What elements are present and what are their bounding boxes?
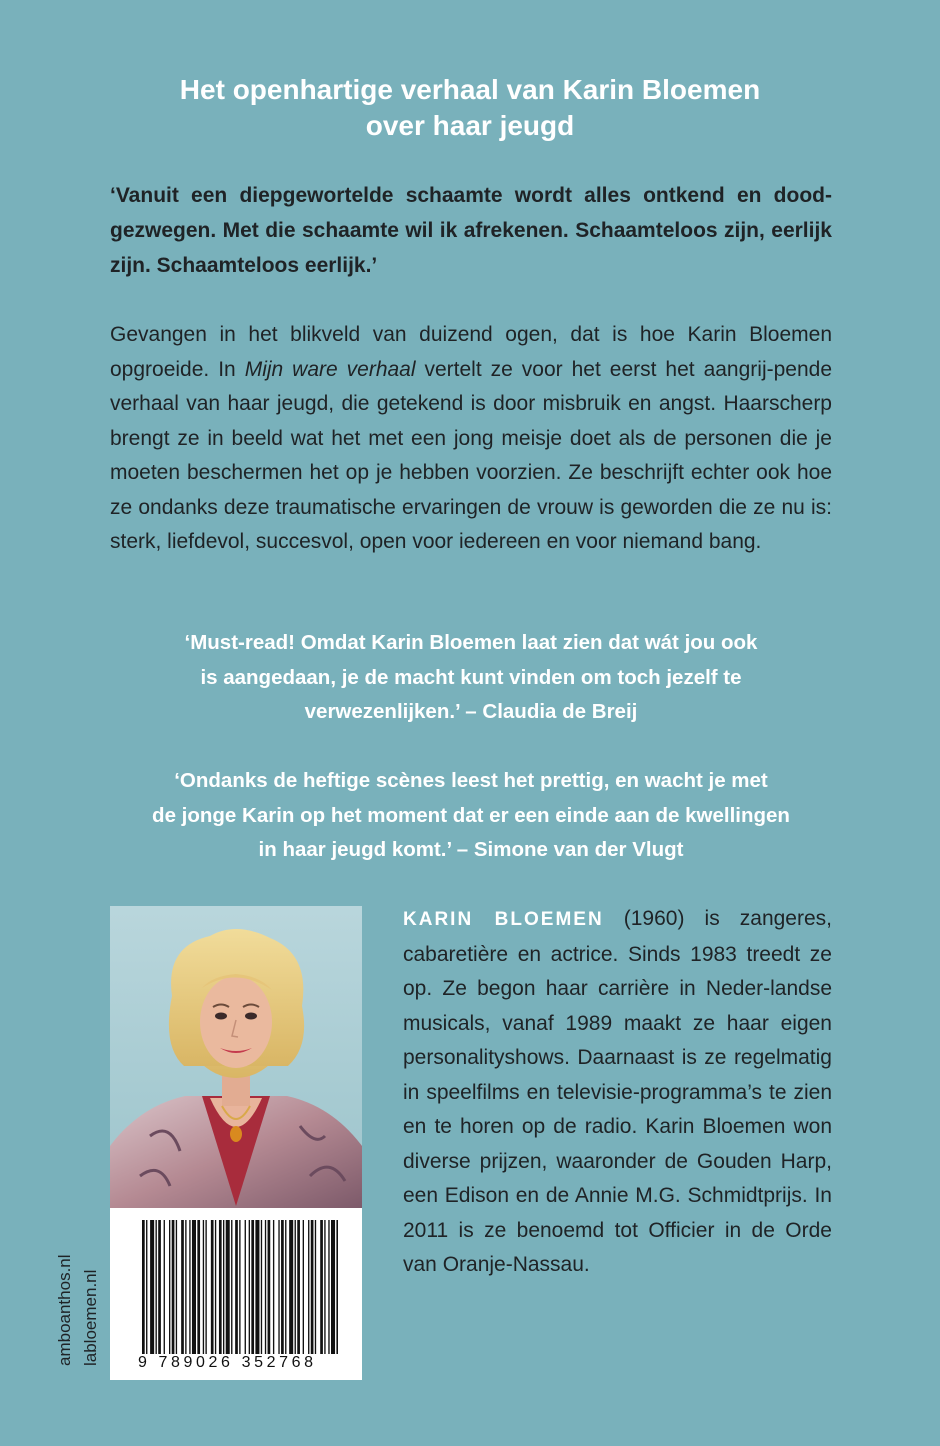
review-1-line-3: verwezenlijken.’ – Claudia de Breij [304, 700, 638, 723]
barcode-bar [185, 1220, 186, 1354]
barcode-bar [239, 1220, 240, 1354]
barcode-bar [176, 1220, 177, 1354]
author-bio-text: (1960) is zangeres, cabaretière en actrice. Sinds 1983 treedt ze op. Ze begon haar carrière in Neder-landse musicals, vanaf 1989 maakt ze haar eigen personalityshows. Daarnaast is ze regelmatig in speelfilms en televisie-programma’s te zien en te horen op de radio. Karin Bloemen won diverse prijzen, waaronder de Gouden Harp, een Edison en de Annie M.G. Schmidtprijs. In 2011 is ze benoemd tot Officier in de Orde van Oranje-Nassau. [403, 907, 832, 1276]
url-labloemen[interactable]: labloemen.nl [81, 1269, 100, 1366]
barcode-bar [303, 1220, 304, 1354]
barcode-bar [255, 1220, 259, 1354]
barcode-bar [172, 1220, 175, 1354]
review-quote-2 [110, 764, 832, 868]
cover-title-line-1: Het openhartige verhaal van Karin Bloemen [179, 74, 761, 105]
barcode-bar [251, 1220, 254, 1354]
barcode-bar [223, 1220, 224, 1354]
isbn-digits: 9 789026 352768 [138, 1354, 317, 1371]
barcode-bar [203, 1220, 204, 1354]
barcode-bar [150, 1220, 154, 1354]
barcode-bar [158, 1220, 161, 1354]
barcode-bar [328, 1220, 329, 1354]
author-name: KARIN BLOEMEN [403, 909, 604, 930]
barcode-bar [320, 1220, 323, 1354]
barcode-bar [336, 1220, 338, 1354]
review-1-line-2: is aangedaan, je de macht kunt vinden om toch jezelf te [200, 665, 742, 689]
barcode-bar [265, 1220, 266, 1354]
barcode-bar [146, 1220, 147, 1354]
barcode-bar [285, 1220, 286, 1354]
review-2-line-1: ‘Ondanks de heftige scènes leest het prettig, en wacht je met [174, 769, 768, 792]
review-2-line-3: in haar jeugd komt.’ – Simone van der Vlugt [258, 838, 684, 861]
barcode-bar [164, 1220, 165, 1354]
blurb-part-2: vertelt ze voor het eerst het aangrij-pende verhaal van haar jeugd, die getekend is door misbruik en angst. Haarscherp brengt ze in beeld wat het met een jong meisje doet als de personen die je moeten beschermen het op je hebben voorzien. Ze beschrijft echter ook hoe ze ondanks deze traumatische ervaringen de vrouw is geworden die ze nu is: sterk, liefdevol, succesvol, open voor iedereen en voor niemand bang. [110, 357, 832, 553]
cover-title [110, 72, 830, 144]
barcode-bar [142, 1220, 145, 1354]
barcode-bar [278, 1220, 279, 1354]
barcode-bar [215, 1220, 216, 1354]
review-2-line-2: de jonge Karin op het moment dat er een einde aan de kwellingen [152, 803, 790, 827]
barcode-bar [192, 1220, 196, 1354]
book-title: Mijn ware verhaal [244, 357, 416, 381]
barcode-bar [324, 1220, 325, 1354]
review-1-line-1: ‘Must-read! Omdat Karin Bloemen laat zien dat wát jou ook [184, 631, 758, 654]
blurb-paragraph [110, 318, 832, 560]
author-portrait-illustration [110, 906, 362, 1208]
barcode-bar [311, 1220, 314, 1354]
barcode-bar [261, 1220, 262, 1354]
author-bio [403, 902, 832, 1283]
barcode-bar [268, 1220, 271, 1354]
barcode-bar [197, 1220, 200, 1354]
barcode [110, 1208, 362, 1380]
barcode-bar [189, 1220, 190, 1354]
review-quote-1 [110, 626, 832, 730]
barcode-bar [235, 1220, 238, 1354]
barcode-bar [295, 1220, 296, 1354]
barcode-bar [331, 1220, 335, 1354]
barcode-bar [281, 1220, 284, 1354]
barcode-bar [289, 1220, 293, 1354]
barcode-bar [249, 1220, 250, 1354]
url-amboanthos[interactable]: amboanthos.nl [55, 1254, 74, 1366]
author-photo [110, 906, 362, 1208]
publisher-urls [52, 1254, 104, 1366]
barcode-bar [156, 1220, 157, 1354]
blurb-part-1: Gevangen in het blikveld van duizend ogen, dat is hoe Karin Bloemen opgroeide. In [110, 323, 832, 381]
barcode-bar [308, 1220, 309, 1354]
barcode-bar [226, 1220, 230, 1354]
barcode-bar [181, 1220, 184, 1354]
cover-title-line-2: over haar jeugd [365, 110, 575, 141]
barcode-bar [273, 1220, 274, 1354]
barcode-bar [219, 1220, 222, 1354]
barcode-bar [315, 1220, 316, 1354]
barcode-bar [211, 1220, 214, 1354]
barcode-bar [231, 1220, 232, 1354]
barcode-bars [142, 1220, 338, 1354]
barcode-bar [205, 1220, 206, 1354]
barcode-bar [245, 1220, 246, 1354]
lead-quote: ‘Vanuit een diepgewortelde schaamte wordt alles ontkend en dood-gezwegen. Met die schaamte wil ik afrekenen. Schaamteloos zijn, eerlijk zijn. Schaamteloos eerlijk.’ [110, 184, 832, 277]
barcode-bar [297, 1220, 300, 1354]
barcode-bar [169, 1220, 170, 1354]
